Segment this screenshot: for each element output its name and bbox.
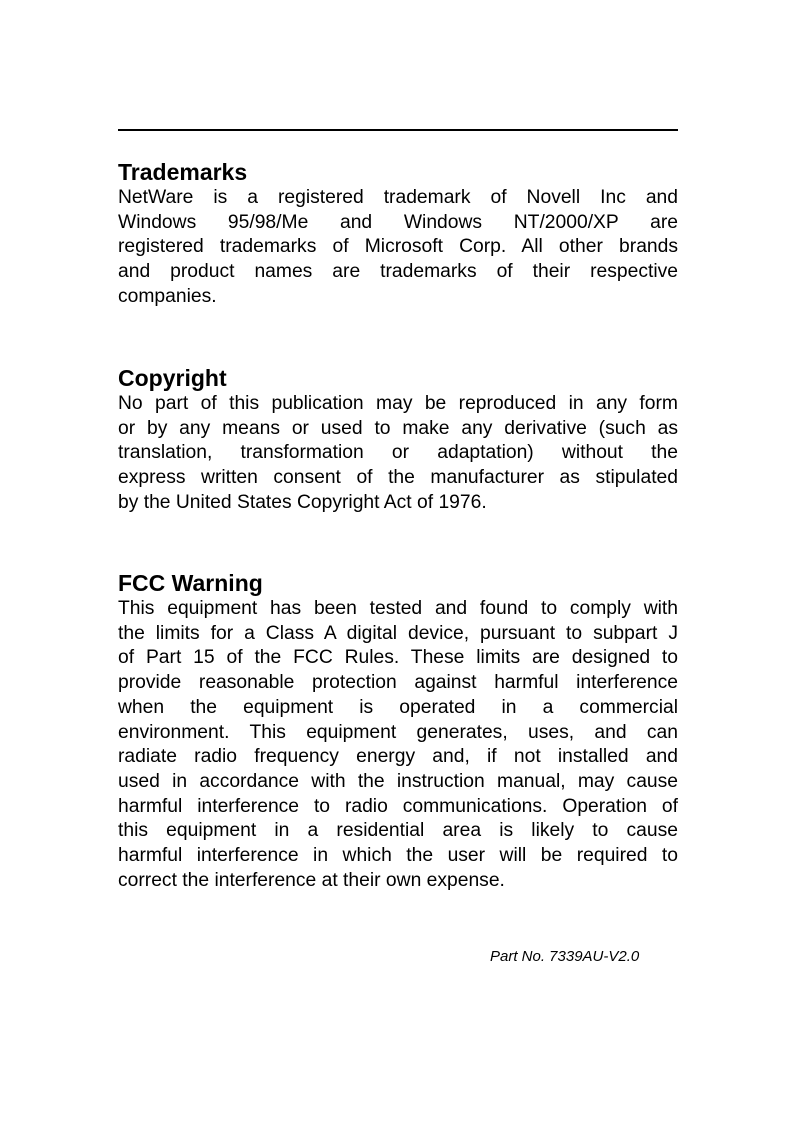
top-rule (118, 129, 678, 131)
paragraph-line: used in accordance with the instruction manual, may cause (118, 770, 678, 792)
paragraph-line: the limits for a Class A digital device, pursuant to subpart J (118, 622, 678, 644)
section-heading: Copyright (118, 365, 227, 391)
paragraph-line: companies. (118, 285, 217, 307)
paragraph-line: by the United States Copyright Act of 1976. (118, 491, 487, 513)
paragraph-line: environment. This equipment generates, uses, and can (118, 721, 678, 743)
section-heading: Trademarks (118, 159, 248, 185)
paragraph-line: radiate radio frequency energy and, if not installed and (118, 746, 678, 768)
fcc-warning-section (118, 569, 678, 893)
paragraph-line: and product names are trademarks of their respective (118, 261, 678, 283)
paragraph-line: translation, transformation or adaptation) without the (118, 442, 678, 464)
paragraph-line: harmful interference to radio communications. Operation of (118, 795, 678, 817)
paragraph-line: or by any means or used to make any derivative (such as (118, 417, 678, 439)
paragraph-line: No part of this publication may be reproduced in any form (118, 393, 678, 414)
section-heading: FCC Warning (118, 570, 263, 596)
paragraph-line: NetWare is a registered trademark of Novell Inc and (118, 187, 678, 208)
part-number: Part No. 7339AU-V2.0 (490, 948, 640, 965)
trademarks-section (118, 158, 678, 310)
paragraph-line: express written consent of the manufacturer as stipulated (118, 467, 678, 489)
paragraph-line: when the equipment is operated in a commercial (118, 696, 678, 718)
copyright-section (118, 364, 678, 516)
paragraph-line: harmful interference in which the user will be required to (118, 845, 678, 867)
paragraph-line: Windows 95/98/Me and Windows NT/2000/XP are (118, 211, 678, 233)
paragraph-line: correct the interference at their own expense. (118, 869, 505, 891)
paragraph-line: this equipment in a residential area is likely to cause (118, 820, 678, 842)
paragraph-line: provide reasonable protection against harmful interference (118, 672, 678, 694)
paragraph-line: This equipment has been tested and found to comply with (118, 598, 678, 619)
paragraph-line: of Part 15 of the FCC Rules. These limits are designed to (118, 647, 678, 669)
paragraph-line: registered trademarks of Microsoft Corp. All other brands (118, 236, 678, 258)
